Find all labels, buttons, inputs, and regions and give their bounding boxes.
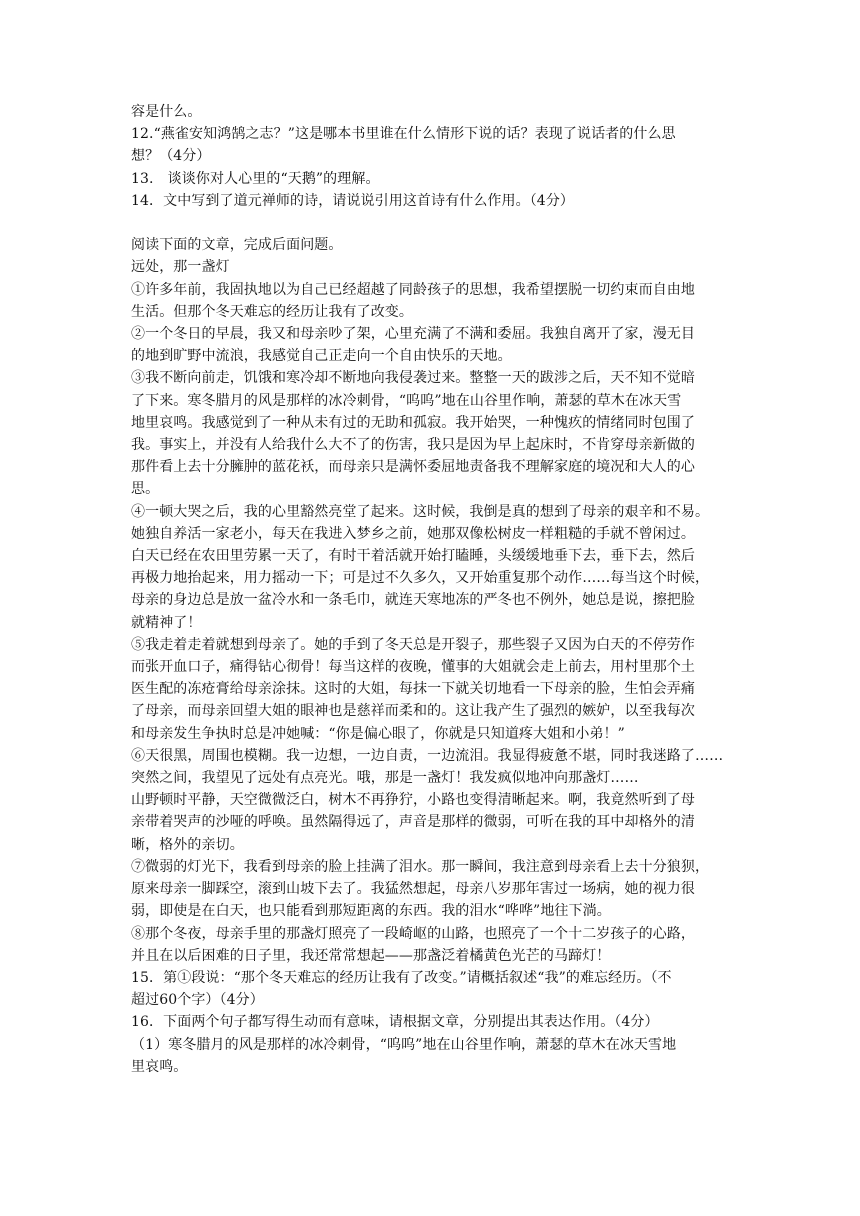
question-15-line-2: 超过60个字）（4分） — [131, 992, 264, 1009]
question-15-line-1: 15．第①段说：“那个冬天难忘的经历让我有了改变。”请概括叙述“我”的难忘经历。（不 — [131, 969, 672, 986]
paragraph-line: 我。事实上，并没有人给我什么大不了的伤害，我只是因为早上起床时，不肯穿母亲新做的 — [131, 437, 695, 454]
question-16-item-1-line-1: （1）寒冬腊月的风是那样的冰冷刺骨，“呜呜”地在山谷里作响，萧瑟的草木在冰天雪地 — [131, 1036, 677, 1053]
document-page — [131, 101, 731, 1078]
question-16-item-1-line-2: 里哀鸣。 — [131, 1058, 188, 1075]
question-12-line-2: 想？（4分） — [131, 148, 211, 165]
paragraph-line: 了下来。寒冬腊月的风是那样的冰冷刺骨，“呜呜”地在山谷里作响，萧瑟的草木在冰天雪 — [131, 392, 682, 409]
paragraph-line: 突然之间，我望见了远处有点亮光。哦，那是一盏灯！我发疯似地冲向那盏灯…… — [131, 770, 639, 787]
paragraph-line: 的地到旷野中流浪，我感觉自己正走向一个自由快乐的天地。 — [131, 348, 512, 365]
paragraph-line: ⑦微弱的灯光下，我看到母亲的脸上挂满了泪水。那一瞬间，我注意到母亲看上去十分狼狈， — [131, 858, 710, 875]
paragraph-line: 原来母亲一脚踩空，滚到山坡下去了。我猛然想起，母亲八岁那年害过一场病，她的视力很 — [131, 881, 695, 898]
question-16: 16．下面两个句子都写得生动而有意味，请根据文章，分别提出其表达作用。（4分） — [131, 1014, 659, 1031]
paragraph-line: 并且在以后困难的日子里，我还常常想起——那盏泛着橘黄色光芒的马蹄灯！ — [131, 947, 611, 964]
paragraph-line: 就精神了！ — [131, 614, 202, 631]
paragraph-line: 了母亲，而母亲回望大姐的眼神也是慈祥而柔和的。这让我产生了强烈的嫉妒，以至我每次 — [131, 703, 695, 720]
reading-instruction: 阅读下面的文章，完成后面问题。 — [131, 237, 343, 254]
paragraph-line: ③我不断向前走，饥饿和寒冷却不断地向我侵袭过来。整整一天的跋涉之后，天不知不觉暗 — [131, 370, 695, 387]
paragraph-line: 白天已经在农田里劳累一天了，有时干着活就开始打瞌睡，头缓缓地垂下去，垂下去，然后 — [131, 548, 695, 565]
paragraph-line: 而张开血口子，痛得钻心彻骨！每当这样的夜晚，懂事的大姐就会走上前去，用村里那个土 — [131, 659, 695, 676]
paragraph-line: ①许多年前，我固执地以为自己已经超越了同龄孩子的思想，我希望摆脱一切约束而自由地 — [131, 281, 695, 298]
paragraph-line: 亲带着哭声的沙哑的呼唤。虽然隔得远了，声音是那样的微弱，可听在我的耳中却格外的清 — [131, 814, 695, 831]
paragraph-line: 弱，即使是在白天，也只能看到那短距离的东西。我的泪水“哗哗”地往下淌。 — [131, 903, 611, 920]
paragraph-line: 山野顿时平静，天空微微泛白，树木不再狰狞，小路也变得清晰起来。啊，我竟然听到了母 — [131, 792, 695, 809]
question-12-line-1: 12.“燕雀安知鸿鹄之志？”这是哪本书里谁在什么情形下说的话？表现了说话者的什么思 — [131, 126, 676, 143]
paragraph-line: ⑥天很黑，周围也模糊。我一边想，一边自责，一边流泪。我显得疲惫不堪，同时我迷路了…… — [131, 747, 724, 764]
text-line: 容是什么。 — [131, 104, 202, 120]
paragraph-line: ⑧那个冬夜，母亲手里的那盏灯照亮了一段崎岖的山路，也照亮了一个十二岁孩子的心路， — [131, 925, 695, 942]
paragraph-line: 和母亲发生争执时总是冲她喊：“你是偏心眼了，你就是只知道疼大姐和小弟！” — [131, 725, 625, 742]
paragraph-line: ④一顿大哭之后，我的心里豁然亮堂了起来。这时候，我倒是真的想到了母亲的艰辛和不易。 — [131, 503, 710, 520]
paragraph-line: 地里哀鸣。我感觉到了一种从未有过的无助和孤寂。我开始哭，一种愧疚的情绪同时包围了 — [131, 414, 695, 431]
blank-line — [131, 212, 731, 234]
article-title: 远处，那一盏灯 — [131, 259, 230, 276]
paragraph-line: 再极力地抬起来，用力摇动一下；可是过不久多久，又开始重复那个动作……每当这个时候， — [131, 570, 710, 587]
paragraph-line: 她独自养活一家老小，每天在我进入梦乡之前，她那双像松树皮一样粗糙的手就不曾闲过。 — [131, 525, 695, 542]
paragraph-line: ⑤我走着走着就想到母亲了。她的手到了冬天总是开裂子，那些裂子又因为白天的不停劳作 — [131, 636, 695, 653]
paragraph-line: 那件看上去十分臃肿的蓝花袄，而母亲只是满怀委屈地责备我不理解家庭的境况和大人的心 — [131, 459, 695, 476]
paragraph-line: ②一个冬日的早晨，我又和母亲吵了架，心里充满了不满和委屈。我独自离开了家，漫无目 — [131, 326, 695, 343]
question-13: 13. 谈谈你对人心里的“天鹅”的理解。 — [131, 170, 380, 187]
paragraph-line: 医生配的冻疮膏给母亲涂抹。这时的大姐，每抹一下就关切地看一下母亲的脸，生怕会弄痛 — [131, 681, 695, 698]
paragraph-line: 思。 — [131, 481, 160, 498]
paragraph-line: 母亲的身边总是放一盆冷水和一条毛巾，就连天寒地冻的严冬也不例外，她总是说，擦把脸 — [131, 592, 695, 609]
question-14: 14．文中写到了道元禅师的诗，请说说引用这首诗有什么作用。（4分） — [131, 192, 575, 209]
paragraph-line: 晰，格外的亲切。 — [131, 836, 244, 853]
paragraph-line: 生活。但那个冬天难忘的经历让我有了改变。 — [131, 303, 413, 320]
